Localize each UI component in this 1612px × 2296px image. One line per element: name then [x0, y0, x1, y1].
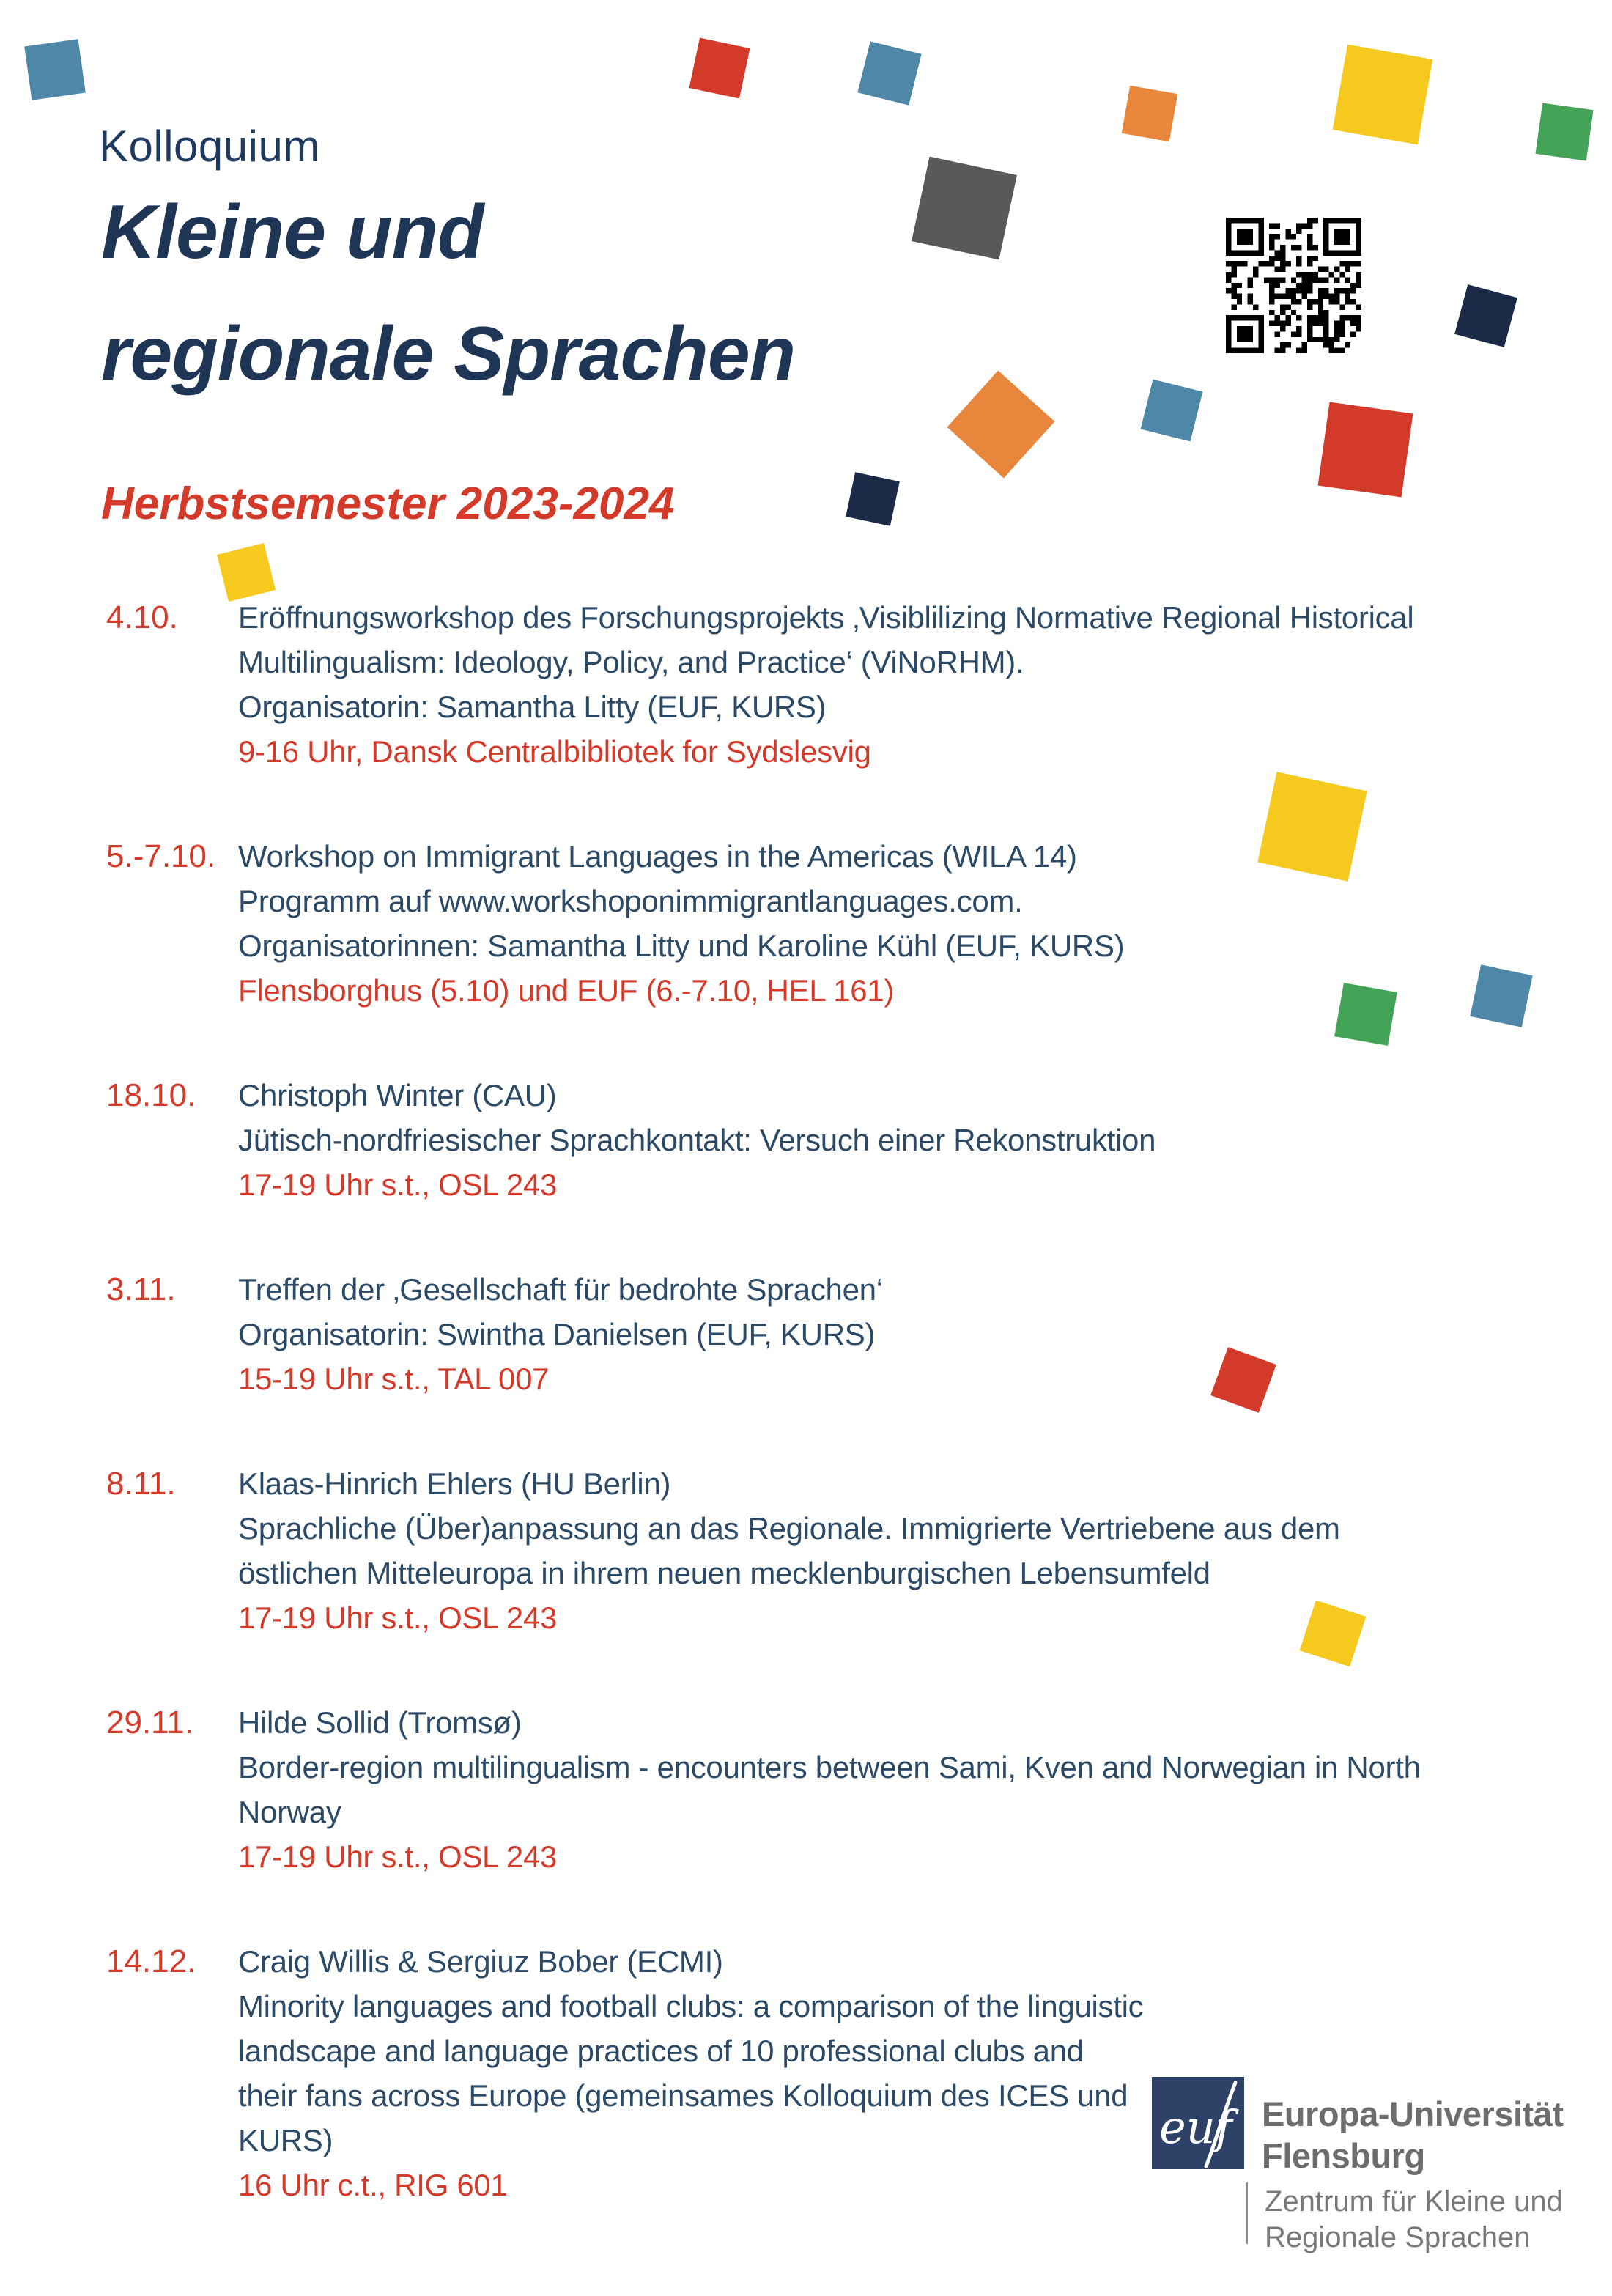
event-text-line: Christoph Winter (CAU): [238, 1078, 557, 1112]
logo-center-line1: Zentrum für Kleine und: [1265, 2185, 1563, 2218]
event-date: 4.10.: [106, 599, 178, 635]
event-date: 14.12.: [106, 1944, 196, 1979]
logo-university-line1: Europa-Universität: [1262, 2094, 1564, 2133]
event-date: 29.11.: [106, 1705, 194, 1741]
logo-divider: [1246, 2182, 1248, 2244]
event-text-line: their fans across Europe (gemeinsames Kolloquium des ICES und: [238, 2078, 1128, 2113]
logo-university-line2: Flensburg: [1262, 2136, 1425, 2175]
event-text-line: Organisatorin: Samantha Litty (EUF, KURS): [238, 690, 827, 724]
event-text-line: Sprachliche (Über)anpassung an das Regionale. Immigrierte Vertriebene aus dem: [238, 1511, 1340, 1546]
event-date: 3.11.: [106, 1271, 176, 1307]
event-text-line: Craig Willis & Sergiuz Bober (ECMI): [238, 1944, 723, 1979]
event-body: [238, 1267, 1612, 1401]
euf-logo-icon: [1152, 2077, 1244, 2169]
event-date: 8.11.: [106, 1466, 176, 1502]
logo-university-name: [1262, 2093, 1563, 2177]
event-body: [238, 1073, 1612, 1207]
qr-code-icon: [1226, 218, 1361, 353]
confetti-square: [689, 37, 750, 98]
event-time-location: 15-19 Uhr s.t., TAL 007: [238, 1362, 550, 1396]
event-text-line: landscape and language practices of 10 professional clubs and: [238, 2034, 1084, 2068]
logo-center-name: [1265, 2184, 1563, 2256]
confetti-square: [846, 472, 900, 526]
event-text-line: Border-region multilingualism - encounters between Sami, Kven and Norwegian in North: [238, 1750, 1421, 1784]
event-time-location: 16 Uhr c.t., RIG 601: [238, 2168, 508, 2202]
event-text-line: Multilingualism: Ideology, Policy, and Practice‘ (ViNoRHM).: [238, 645, 1024, 679]
event-time-location: 17-19 Uhr s.t., OSL 243: [238, 1601, 558, 1635]
event-text-line: Hilde Sollid (Tromsø): [238, 1705, 522, 1740]
euf-monogram: euf: [1159, 2100, 1232, 2154]
event-row: [0, 1267, 1612, 1401]
event-date: 18.10.: [106, 1077, 196, 1113]
event-time-location: 17-19 Uhr s.t., OSL 243: [238, 1167, 558, 1202]
event-row: [0, 834, 1612, 1013]
event-time-location: 9-16 Uhr, Dansk Centralbibliotek for Sydslesvig: [238, 734, 871, 769]
poster-kicker: Kolloquium: [99, 122, 320, 171]
poster-title-line2: regionale Sprachen: [101, 311, 796, 396]
event-body: [238, 595, 1612, 774]
event-row: [0, 1461, 1612, 1640]
event-text-line: KURS): [238, 2123, 333, 2157]
event-text-line: Treffen der ‚Gesellschaft für bedrohte Sprachen‘: [238, 1272, 883, 1307]
event-time-location: 17-19 Uhr s.t., OSL 243: [238, 1839, 558, 1874]
event-body: [238, 1700, 1612, 1879]
event-text-line: Jütisch-nordfriesischer Sprachkontakt: Versuch einer Rekonstruktion: [238, 1123, 1156, 1157]
event-body: [238, 834, 1612, 1013]
event-row: [0, 595, 1612, 774]
event-text-line: Minority languages and football clubs: a comparison of the linguistic: [238, 1989, 1144, 2023]
confetti-square: [1333, 45, 1433, 145]
confetti-square: [912, 157, 1017, 260]
event-text-line: Programm auf www.workshoponimmigrantlanguages.com.: [238, 884, 1023, 918]
poster-title-line1: Kleine und: [101, 190, 484, 275]
event-date: 5.-7.10.: [106, 838, 216, 874]
event-text-line: östlichen Mitteleuropa in ihrem neuen mecklenburgischen Lebensumfeld: [238, 1556, 1210, 1590]
confetti-square: [1122, 86, 1177, 141]
confetti-square: [947, 371, 1055, 479]
event-text-line: Klaas-Hinrich Ehlers (HU Berlin): [238, 1466, 671, 1501]
semester-subtitle: Herbstsemester 2023-2024: [101, 479, 675, 529]
event-text-line: Norway: [238, 1795, 341, 1829]
event-text-line: Organisatorin: Swintha Danielsen (EUF, KURS): [238, 1317, 876, 1351]
event-time-location: Flensborghus (5.10) und EUF (6.-7.10, HEL 161): [238, 973, 895, 1008]
event-text-line: Workshop on Immigrant Languages in the Americas (WILA 14): [238, 839, 1077, 874]
events-list: [0, 595, 1612, 2267]
confetti-square: [1318, 402, 1413, 498]
event-row: [0, 1073, 1612, 1207]
confetti-square: [1535, 103, 1593, 160]
event-row: [0, 1700, 1612, 1879]
logo-center-line2: Regionale Sprachen: [1265, 2221, 1531, 2253]
event-body: [238, 1461, 1612, 1640]
confetti-square: [857, 41, 921, 105]
confetti-square: [217, 543, 276, 602]
confetti-square: [1141, 380, 1203, 442]
event-text-line: Organisatorinnen: Samantha Litty und Karoline Kühl (EUF, KURS): [238, 929, 1125, 963]
confetti-square: [24, 39, 86, 100]
event-text-line: Eröffnungsworkshop des Forschungsprojekts ‚Visiblilizing Normative Regional Historical: [238, 600, 1414, 635]
confetti-square: [1454, 284, 1517, 347]
